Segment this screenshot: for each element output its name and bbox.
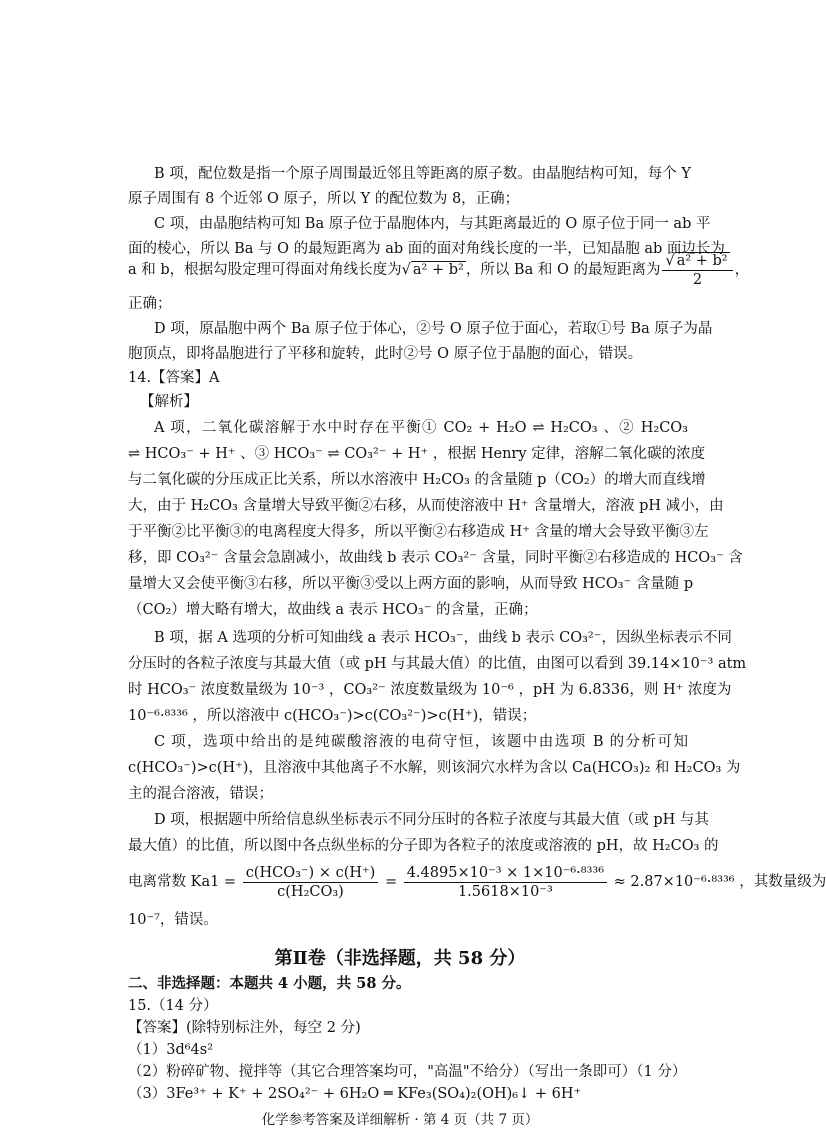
text-line: c(HCO₃⁻)>c(H⁺)，且溶液中其他离子不水解，则该洞穴水样为含以 Ca(HCO₃)₂ 和 H₂CO₃ 为 bbox=[128, 760, 741, 776]
fraction-denominator: c(H₂CO₃) bbox=[277, 883, 344, 900]
analysis-heading: 【解析】 bbox=[140, 394, 198, 410]
text-span: 电离常数 Ka1 = bbox=[128, 874, 237, 890]
text-line-with-math bbox=[128, 860, 826, 904]
text-line: D 项，原晶胞中两个 Ba 原子位于体心，②号 O 原子位于面心，若取①号 Ba 原子为晶 bbox=[154, 321, 713, 337]
answer-item: （1）3d⁶4s² bbox=[128, 1042, 214, 1058]
section-title: 第Ⅱ卷（非选择题，共 58 分） bbox=[274, 948, 526, 969]
fraction-numerator: √ a² + b² bbox=[662, 252, 732, 271]
text-line: ⇌ HCO₃⁻ + H⁺ 、③ HCO₃⁻ ⇌ CO₃²⁻ + H⁺ ，根据 Henry 定律，溶解二氧化碳的浓度 bbox=[128, 446, 706, 462]
text-line: 大，由于 H₂CO₃ 含量增大导致平衡②右移，从而使溶液中 H⁺ 含量增大，溶液 pH 减小，由 bbox=[128, 498, 724, 514]
text-line-with-math bbox=[128, 248, 749, 292]
fraction bbox=[662, 252, 732, 289]
text-line: 最大值）的比值，所以图中各点纵坐标的分子即为各粒子的浓度或溶液的 pH，故 H₂CO₃ 的 bbox=[128, 838, 719, 854]
fraction-denominator: 2 bbox=[692, 271, 703, 288]
text-line: D 项，根据题中所给信息纵坐标表示不同分压时的各粒子浓度与其最大值（或 pH 与其 bbox=[154, 812, 709, 828]
text-line: 与二氧化碳的分压成正比关系，所以水溶液中 H₂CO₃ 的含量随 p（CO₂）的增大而直线增 bbox=[128, 472, 706, 488]
answer-heading: 14.【答案】A bbox=[128, 370, 220, 386]
text-line: B 项，配位数是指一个原子周围最近邻且等距离的原子数。由晶胞结构可知，每个 Y bbox=[154, 166, 691, 182]
sqrt-radicand: a² + b² bbox=[676, 252, 728, 269]
fraction bbox=[404, 864, 607, 901]
text-line: B 项，据 A 选项的分析可知曲线 a 表示 HCO₃⁻，曲线 b 表示 CO₃²⁻，因纵坐标表示不同 bbox=[154, 630, 732, 646]
text-line: 正确； bbox=[128, 296, 172, 312]
text-line: C 项，由晶胞结构可知 Ba 原子位于晶胞体内，与其距离最近的 O 原子位于同一 ab 平 bbox=[154, 216, 711, 232]
page-footer: 化学参考答案及详细解析 · 第 4 页（共 7 页） bbox=[261, 1112, 539, 1128]
text-line: 量增大又会使平衡③右移，所以平衡③受以上两方面的影响，从而导致 HCO₃⁻ 含量随 p bbox=[128, 576, 694, 592]
fraction-numerator: 4.4895×10⁻³ × 1×10⁻⁶·⁸³³⁶ bbox=[404, 864, 607, 883]
answer-item: （2）粉碎矿物、搅拌等（其它合理答案均可，"高温"不给分）（写出一条即可）（1 分） bbox=[128, 1064, 687, 1080]
fraction bbox=[243, 864, 379, 901]
part-heading: 二、非选择题：本题共 4 小题，共 58 分。 bbox=[128, 975, 411, 992]
answer-item: （3）3Fe³⁺ + K⁺ + 2SO₄²⁻ + 6H₂O ═ KFe₃(SO₄)₂(OH)₆↓ + 6H⁺ bbox=[128, 1086, 582, 1102]
text-line: 面的棱心，所以 Ba 与 O 的最短距离为 ab 面的面对角线长度的一半，已知晶胞 ab 面边长为 bbox=[128, 241, 725, 257]
sqrt-radicand: a² + b² bbox=[412, 262, 464, 278]
text-line: C 项，选项中给出的是纯碳酸溶液的电荷守恒，该题中由选项 B 的分析可知 bbox=[154, 734, 688, 750]
text-line: 10⁻⁷，错误。 bbox=[128, 912, 218, 928]
text-line: 胞顶点，即将晶胞进行了平移和旋转，此时②号 O 原子位于晶胞的面心，错误。 bbox=[128, 346, 643, 362]
text-span: ，所以 Ba 和 O 的最短距离为 bbox=[465, 262, 661, 278]
text-line: 移，即 CO₃²⁻ 含量会急剧减小，故曲线 b 表示 CO₃²⁻ 含量，同时平衡②右移造成的 HCO₃⁻ 含 bbox=[128, 550, 743, 566]
text-line: 主的混合溶液，错误； bbox=[128, 786, 273, 802]
text-line: 原子周围有 8 个近邻 O 原子，所以 Y 的配位数为 8，正确； bbox=[128, 191, 520, 207]
text-line: 10⁻⁶·⁸³³⁶ ，所以溶液中 c(HCO₃⁻)>c(CO₃²⁻)>c(H⁺)，错误； bbox=[128, 708, 537, 724]
answer-note: 【答案】(除特别标注外，每空 2 分) bbox=[128, 1020, 361, 1036]
text-line: 时 HCO₃⁻ 浓度数量级为 10⁻³ ，CO₃²⁻ 浓度数量级为 10⁻⁶ ，pH 为 6.8336，则 H⁺ 浓度为 bbox=[128, 682, 732, 698]
text-span: = bbox=[384, 874, 398, 890]
question-heading: 15.（14 分） bbox=[128, 998, 218, 1014]
text-span: ， bbox=[734, 262, 750, 278]
text-line: A 项，二氧化碳溶解于水中时存在平衡① CO₂ + H₂O ⇌ H₂CO₃ 、② H₂CO₃ bbox=[154, 420, 688, 436]
text-line: 于平衡②比平衡③的电离程度大得多，所以平衡②右移造成 H⁺ 含量的增大会导致平衡③左 bbox=[128, 524, 709, 540]
text-line: 分压时的各粒子浓度与其最大值（或 pH 与其最大值）的比值，由图可以看到 39.14×10⁻³ atm bbox=[128, 656, 747, 672]
fraction-numerator: c(HCO₃⁻) × c(H⁺) bbox=[243, 864, 379, 883]
fraction-denominator: 1.5618×10⁻³ bbox=[457, 883, 553, 900]
text-line: （CO₂）增大略有增大，故曲线 a 表示 HCO₃⁻ 的含量，正确； bbox=[128, 602, 538, 618]
sqrt-expression: √ a² + b² bbox=[401, 262, 464, 278]
text-span: ≈ 2.87×10⁻⁶·⁸³³⁶ ，其数量级为 bbox=[613, 874, 826, 890]
text-span: a 和 b，根据勾股定理可得面对角线长度为 bbox=[128, 262, 402, 278]
